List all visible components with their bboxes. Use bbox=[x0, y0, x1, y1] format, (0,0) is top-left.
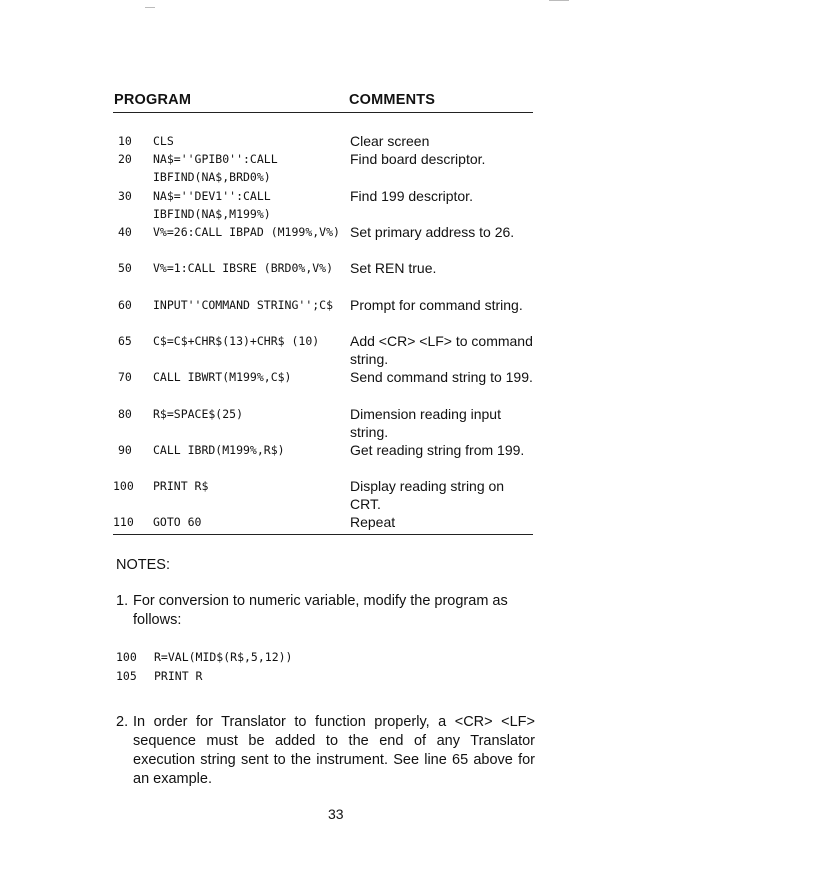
note-text: In order for Translator to function properly, a <CR> <LF> sequence must be added to the end of any Translator execution string sent to the instrument. See line 65 above for an example. bbox=[133, 714, 535, 787]
scan-mark bbox=[145, 7, 155, 8]
line-number: 50 bbox=[118, 261, 132, 275]
comment-text: Clear screen bbox=[350, 133, 430, 149]
line-number: 40 bbox=[118, 225, 132, 239]
comment-text: Prompt for command string. bbox=[350, 297, 523, 313]
table-header bbox=[113, 90, 533, 113]
code-text: INPUT''COMMAND STRING'';C$ bbox=[153, 298, 334, 312]
code-text: R$=SPACE$(25) bbox=[153, 407, 244, 421]
comment-text: Repeat bbox=[350, 514, 396, 530]
comment-text: Send command string to 199. bbox=[350, 369, 533, 385]
code-text: PRINT R bbox=[154, 669, 203, 683]
line-number: 65 bbox=[118, 334, 132, 348]
code-text: NA$=''GPIB0'':CALL IBFIND(NA$,BRD0%) bbox=[153, 152, 285, 184]
line-number: 110 bbox=[113, 515, 134, 529]
code-text: GOTO 60 bbox=[153, 515, 202, 529]
page-number: 33 bbox=[328, 806, 344, 822]
line-number: 100 bbox=[113, 479, 134, 493]
comment-text: Find board descriptor. bbox=[350, 151, 486, 167]
scan-mark bbox=[549, 0, 569, 1]
code-text: CLS bbox=[153, 134, 174, 148]
comment-text: Find 199 descriptor. bbox=[350, 188, 473, 204]
code-text: V%=26:CALL IBPAD (M199%,V%) bbox=[153, 225, 340, 239]
notes-heading: NOTES: bbox=[116, 557, 170, 573]
line-number: 70 bbox=[118, 370, 132, 384]
comment-text: Add <CR> <LF> to command string. bbox=[350, 333, 533, 367]
line-number: 60 bbox=[118, 298, 132, 312]
program-column-heading: PROGRAM bbox=[114, 92, 192, 108]
line-number: 30 bbox=[118, 189, 132, 203]
line-number: 80 bbox=[118, 407, 132, 421]
code-text: PRINT R$ bbox=[153, 479, 209, 493]
comments-column-heading: COMMENTS bbox=[349, 92, 436, 108]
note-text: For conversion to numeric variable, modify the program as follows: bbox=[133, 593, 508, 628]
code-text: CALL IBWRT(M199%,C$) bbox=[153, 370, 292, 384]
code-text: R=VAL(MID$(R$,5,12)) bbox=[154, 650, 293, 664]
line-number: 20 bbox=[118, 152, 132, 166]
line-number: 10 bbox=[118, 134, 132, 148]
note-number: 1. bbox=[116, 593, 129, 609]
table-bottom-rule bbox=[113, 534, 533, 535]
line-number: 100 bbox=[116, 650, 137, 664]
code-text: V%=1:CALL IBSRE (BRD0%,V%) bbox=[153, 261, 334, 275]
line-number: 105 bbox=[116, 669, 137, 683]
comment-text: Dimension reading input string. bbox=[350, 406, 501, 440]
comment-text: Display reading string on CRT. bbox=[350, 478, 505, 512]
comment-text: Set primary address to 26. bbox=[350, 224, 515, 240]
comment-text: Set REN true. bbox=[350, 260, 437, 276]
comment-text: Get reading string from 199. bbox=[350, 442, 525, 458]
code-text: NA$=''DEV1'':CALL IBFIND(NA$,M199%) bbox=[153, 189, 278, 221]
line-number: 90 bbox=[118, 443, 132, 457]
code-text: CALL IBRD(M199%,R$) bbox=[153, 443, 285, 457]
code-text: C$=C$+CHR$(13)+CHR$ (10) bbox=[153, 334, 320, 348]
note-number: 2. bbox=[116, 714, 129, 730]
